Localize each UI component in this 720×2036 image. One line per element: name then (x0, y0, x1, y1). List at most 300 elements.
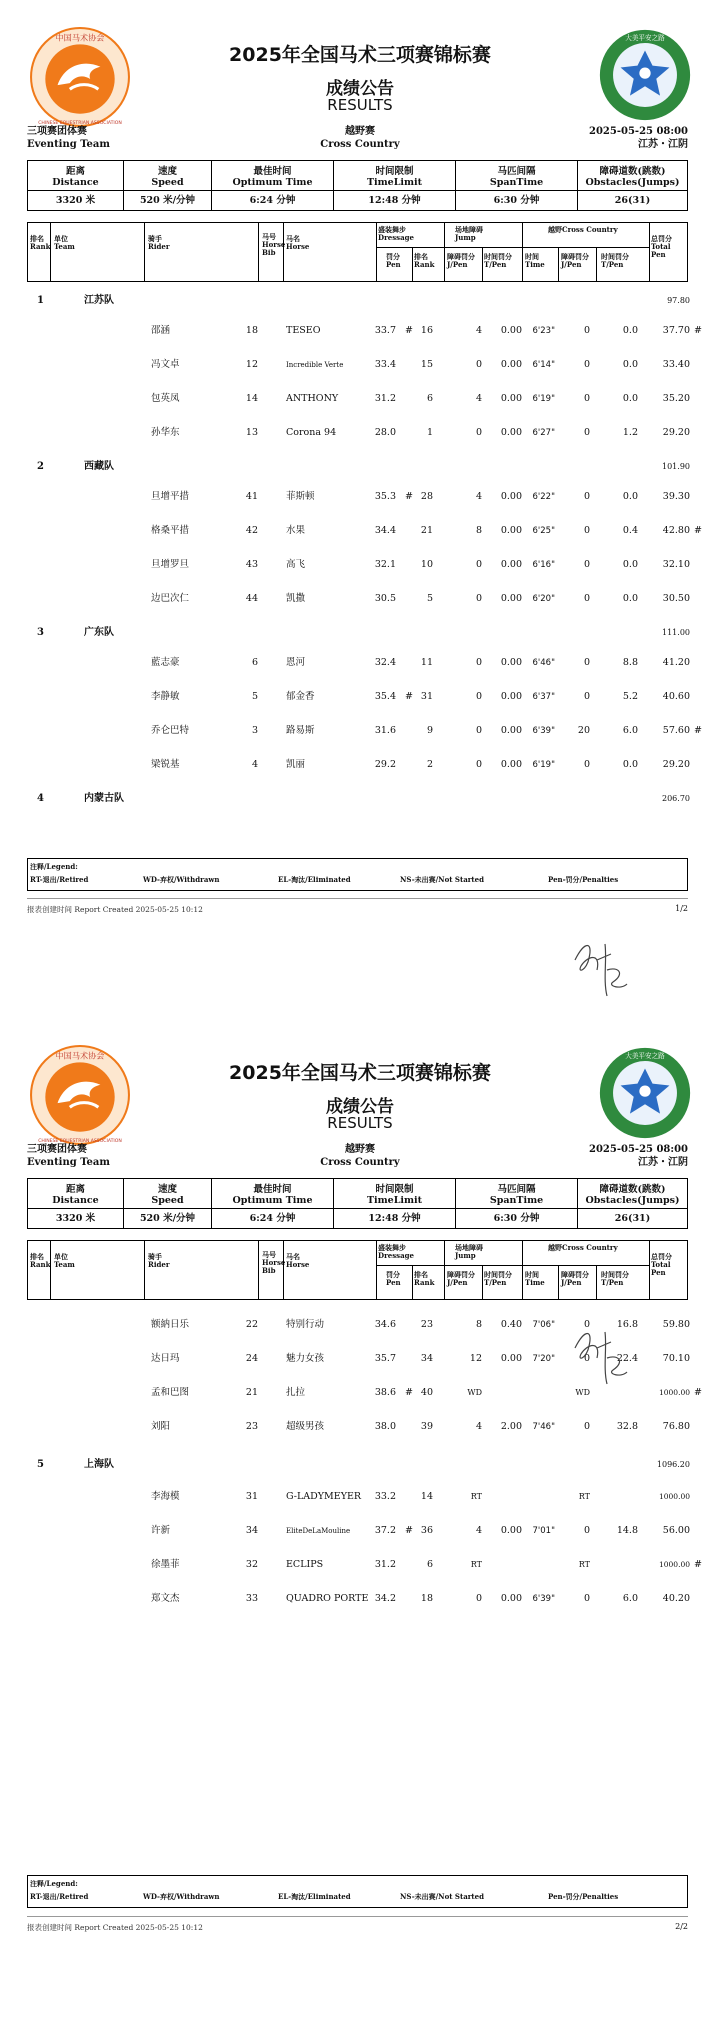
results-page-2 (0, 1018, 720, 2036)
rider-total: 35.20 (662, 393, 690, 404)
jump-pen: 0 (475, 427, 482, 438)
legend-item: EL-淘汰/Eliminated (278, 1892, 351, 1901)
cea-logo-en: CHINESE EQUESTRIAN ASSOCIATION (38, 1138, 122, 1144)
dressage-mark: # (405, 691, 413, 702)
xc-time-pen: 0.0 (622, 491, 638, 502)
column-rule (482, 247, 483, 281)
dressage-pen: 38.6 (374, 1387, 396, 1398)
xc-jump-pen: 0 (583, 325, 590, 336)
dressage-pen: 31.2 (374, 1559, 396, 1570)
info-value: 6:30 分钟 (456, 1209, 578, 1229)
xc-jump-pen: 0 (583, 657, 590, 668)
horse-bib: 5 (251, 691, 258, 702)
jump-pen: 4 (475, 1525, 482, 1536)
rank-col-header: 排名 Rank (30, 1252, 51, 1269)
course-info-table (27, 160, 688, 211)
dressage-mark: # (405, 1525, 413, 1536)
info-value: 6:24 分钟 (212, 1209, 334, 1229)
report-created: 报表创建时间 Report Created 2025-05-25 10:12 (27, 905, 203, 914)
xc-time: 6'46" (532, 658, 555, 668)
team-name: 内蒙古队 (84, 793, 124, 804)
horse-name: 菲斯顿 (286, 491, 315, 502)
jump-time-pen: 0.00 (500, 325, 522, 336)
team-rank: 5 (37, 1459, 44, 1470)
horse-bib: 3 (251, 725, 258, 736)
legend-item: RT-退出/Retired (30, 1892, 89, 1901)
horse-name: 特别行动 (286, 1319, 325, 1330)
j-pen-col-header: 障碍罚分 J/Pen (447, 252, 475, 269)
column-rule (50, 1241, 51, 1299)
dressage-rank: 10 (420, 559, 433, 570)
column-rule (144, 1241, 145, 1299)
dressage-rank: 21 (420, 525, 433, 536)
page-number: 1/2 (675, 904, 688, 913)
rider-name: 藍志豪 (151, 657, 180, 668)
jump-pen: 0 (475, 691, 482, 702)
rider-total: 33.40 (662, 359, 690, 370)
dressage-rank: 14 (420, 1491, 433, 1502)
jump-pen: 8 (475, 1319, 482, 1330)
rider-col-header: 骑手 Rider (148, 234, 170, 251)
horse-bib: 24 (245, 1353, 258, 1364)
dressage-rank: 18 (420, 1593, 433, 1604)
horse-bib: 12 (245, 359, 258, 370)
rider-row (0, 524, 720, 538)
jump-pen: WD (467, 1388, 482, 1397)
team-row (0, 626, 720, 640)
team-total: 206.70 (662, 794, 690, 803)
info-header: 最佳时间 Optimum Time (212, 161, 334, 191)
legend-item: NS-未出赛/Not Started (400, 875, 485, 884)
dressage-pen: 38.0 (374, 1421, 396, 1432)
divider (27, 898, 688, 899)
dressage-rank: 2 (426, 759, 433, 770)
jump-time-pen: 0.00 (500, 759, 522, 770)
team-rank: 4 (37, 793, 44, 804)
rider-row (0, 724, 720, 738)
rider-row (0, 426, 720, 440)
xc-tpen-col-header: 时间罚分 T/Pen (601, 1270, 629, 1287)
info-value: 520 米/分钟 (124, 191, 212, 211)
jump-time-pen: 0.00 (500, 525, 522, 536)
team-row (0, 294, 720, 308)
team-name: 江苏队 (84, 295, 114, 306)
horse-name: 高飞 (286, 559, 306, 570)
event-type-cn: 三项赛团体赛 (27, 1144, 87, 1155)
legend-box (27, 1875, 688, 1908)
j-tpen-col-header: 时间罚分 T/Pen (484, 252, 512, 269)
xc-jump-pen: 0 (583, 593, 590, 604)
rider-total: 1000.00 (658, 1560, 690, 1569)
date-venue (589, 125, 688, 151)
xc-time: 6'39" (532, 1594, 555, 1604)
team-total: 97.80 (667, 296, 690, 305)
info-value: 6:30 分钟 (456, 191, 578, 211)
date-venue (589, 1143, 688, 1169)
jump-pen: 4 (475, 325, 482, 336)
team-col-header: 单位 Team (54, 1252, 75, 1269)
jump-pen: 0 (475, 657, 482, 668)
xc-col-header: 越野Cross Country (548, 1243, 618, 1252)
dressage-pen: 31.6 (374, 725, 396, 736)
venue: 江苏・江阴 (638, 139, 688, 150)
horse-bib: 6 (251, 657, 258, 668)
horse-name: G-LADYMEYER (286, 1491, 362, 1502)
xc-time-pen: 0.0 (622, 325, 638, 336)
jump-time-pen: 0.40 (500, 1319, 522, 1330)
column-rule (258, 1241, 259, 1299)
info-header: 距离 Distance (28, 161, 124, 191)
date-time: 2025-05-25 08:00 (589, 1144, 688, 1155)
dressage-rank: 15 (420, 359, 433, 370)
horse-name: TESEO (286, 325, 321, 336)
rider-name: 郑文杰 (151, 1593, 180, 1604)
report-created: 报表创建时间 Report Created 2025-05-25 10:12 (27, 1923, 203, 1932)
horse-name: 恩河 (286, 657, 306, 668)
horse-name: 路易斯 (286, 725, 315, 736)
rider-total: 29.20 (662, 759, 690, 770)
legend-title: 注释/Legend: (30, 1879, 78, 1888)
xc-jump-pen: 0 (583, 1319, 590, 1330)
horse-bib: 41 (245, 491, 258, 502)
info-value: 26(31) (578, 1209, 688, 1229)
horse-bib: 31 (245, 1491, 258, 1502)
d-pen-col-header: 罚分 Pen (386, 252, 401, 269)
j-pen-col-header: 障碍罚分 J/Pen (447, 1270, 475, 1287)
xc-time: 6'20" (532, 594, 555, 604)
xc-jump-pen: 0 (583, 359, 590, 370)
jump-time-pen: 2.00 (500, 1421, 522, 1432)
xc-time: 6'16" (532, 560, 555, 570)
signature (567, 1318, 637, 1398)
rider-total: 1000.00 (658, 1492, 690, 1501)
rider-total: 40.60 (662, 691, 690, 702)
xc-time-pen: 0.0 (622, 359, 638, 370)
jump-col-header: 场地障碍 Jump (455, 225, 483, 242)
horse-bib: 21 (245, 1387, 258, 1398)
info-value: 6:24 分钟 (212, 191, 334, 211)
dressage-pen: 34.2 (374, 1593, 396, 1604)
team-name: 西藏队 (84, 461, 114, 472)
course-info-table (27, 1178, 688, 1229)
dressage-mark: # (405, 1387, 413, 1398)
rider-row (0, 656, 720, 670)
column-rule (444, 1241, 445, 1299)
jump-pen: 4 (475, 491, 482, 502)
jump-pen: 0 (475, 593, 482, 604)
bib-col-header: 马号 Horse Bib (262, 232, 286, 257)
event-type-en: Eventing Team (27, 139, 110, 150)
column-rule (50, 223, 51, 281)
horse-bib: 42 (245, 525, 258, 536)
event-type-cn: 三项赛团体赛 (27, 126, 87, 137)
dressage-pen: 33.4 (374, 359, 396, 370)
dressage-rank: 1 (426, 427, 433, 438)
dressage-rank: 5 (426, 593, 433, 604)
dressage-pen: 32.4 (374, 657, 396, 668)
rider-name: 邵涵 (151, 325, 171, 336)
rider-name: 额納日乐 (151, 1319, 190, 1330)
column-rule (596, 1265, 597, 1299)
rider-row (0, 592, 720, 606)
team-row (0, 792, 720, 806)
dressage-rank: 11 (420, 657, 433, 668)
xc-jump-pen: 0 (583, 1421, 590, 1432)
rider-name: 乔仑巴特 (151, 725, 190, 736)
legend-item: Pen-罚分/Penalties (548, 875, 619, 884)
xc-time: 6'14" (532, 360, 555, 370)
rider-total: 32.10 (662, 559, 690, 570)
xc-jpen-col-header: 障碍罚分 J/Pen (561, 1270, 589, 1287)
rider-total: 37.70 (662, 325, 690, 336)
column-rule (649, 1241, 650, 1299)
xc-time-pen: 6.0 (622, 725, 638, 736)
rider-row (0, 358, 720, 372)
xc-time-pen: 22.4 (616, 1353, 638, 1364)
xc-time-pen: 14.8 (616, 1525, 638, 1536)
d-pen-col-header: 罚分 Pen (386, 1270, 401, 1287)
xc-time-pen: 8.8 (622, 657, 638, 668)
column-rule (649, 223, 650, 281)
team-total: 101.90 (662, 462, 690, 471)
xc-time: 7'46" (532, 1422, 555, 1432)
xc-time-pen: 0.0 (622, 559, 638, 570)
rider-name: 格桑平措 (151, 525, 190, 536)
dressage-pen: 37.2 (374, 1525, 396, 1536)
rider-row (0, 1592, 720, 1606)
team-rank: 1 (37, 295, 44, 306)
team-rank: 3 (37, 627, 44, 638)
jump-pen: 8 (475, 525, 482, 536)
xc-jump-pen: 0 (583, 559, 590, 570)
rider-row (0, 1490, 720, 1504)
xc-jump-pen: 0 (583, 427, 590, 438)
column-rule (444, 223, 445, 281)
xc-jump-pen: 0 (583, 1593, 590, 1604)
dressage-pen: 32.1 (374, 559, 396, 570)
horse-bib: 32 (245, 1559, 258, 1570)
dressage-rank: 39 (420, 1421, 433, 1432)
column-rule (144, 223, 145, 281)
rider-name: 刘阳 (151, 1421, 171, 1432)
discipline-en: Cross Country (320, 139, 400, 150)
total-col-header: 总罚分 Total Pen (651, 234, 672, 259)
bib-col-header: 马号 Horse Bib (262, 1250, 286, 1275)
team-name: 上海队 (84, 1459, 114, 1470)
dressage-rank: 9 (426, 725, 433, 736)
rider-total: 41.20 (662, 657, 690, 668)
dressage-rank: 6 (426, 1559, 433, 1570)
xc-time-pen: 0.0 (622, 393, 638, 404)
column-rule (558, 1265, 559, 1299)
rider-total: 42.80 (662, 525, 690, 536)
xc-time: 6'23" (532, 326, 555, 336)
xc-time: 6'19" (532, 760, 555, 770)
horse-bib: 43 (245, 559, 258, 570)
xc-time-pen: 6.0 (622, 1593, 638, 1604)
xc-tpen-col-header: 时间罚分 T/Pen (601, 252, 629, 269)
page-number: 2/2 (675, 1922, 688, 1931)
column-rule (412, 1265, 413, 1299)
xc-jump-pen: WD (575, 1388, 590, 1397)
horse-name: 水果 (286, 525, 306, 536)
info-header: 障碍道数(跳数) Obstacles(Jumps) (578, 1179, 688, 1209)
total-col-header: 总罚分 Total Pen (651, 1252, 672, 1277)
rider-total: 56.00 (662, 1525, 690, 1536)
jump-pen: 4 (475, 1421, 482, 1432)
dressage-rank: 28 (420, 491, 433, 502)
event-logo-text: 大美平安之路 (625, 34, 665, 43)
column-rule (596, 247, 597, 281)
rider-total: 39.30 (662, 491, 690, 502)
dressage-pen: 34.6 (374, 1319, 396, 1330)
dressage-pen: 30.5 (374, 593, 396, 604)
dressage-rank: 16 (420, 325, 433, 336)
rider-row (0, 690, 720, 704)
dressage-rank: 6 (426, 393, 433, 404)
event-type-en: Eventing Team (27, 1157, 110, 1168)
xc-time-pen: 0.0 (622, 593, 638, 604)
info-value: 12:48 分钟 (334, 1209, 456, 1229)
rider-row (0, 1558, 720, 1572)
discipline-en: Cross Country (320, 1157, 400, 1168)
rider-name: 孙华东 (151, 427, 180, 438)
legend-item: NS-未出赛/Not Started (400, 1892, 485, 1901)
rider-name: 旦增平措 (151, 491, 190, 502)
column-rule (412, 247, 413, 281)
dressage-rank: 34 (420, 1353, 433, 1364)
rider-total: 59.80 (662, 1319, 690, 1330)
jump-time-pen: 0.00 (500, 691, 522, 702)
dressage-pen: 31.2 (374, 393, 396, 404)
jump-pen: 0 (475, 359, 482, 370)
subtitle-cn: 成绩公告 (326, 79, 394, 99)
horse-name: 扎拉 (286, 1387, 306, 1398)
horse-name: ANTHONY (286, 393, 339, 404)
dressage-pen: 35.4 (374, 691, 396, 702)
legend-item: EL-淘汰/Eliminated (278, 875, 351, 884)
info-value: 12:48 分钟 (334, 191, 456, 211)
rider-total: 70.10 (662, 1353, 690, 1364)
header-rule (376, 247, 649, 248)
xc-time-pen: 0.4 (622, 525, 638, 536)
horse-bib: 14 (245, 393, 258, 404)
total-mark: # (694, 1387, 702, 1398)
xc-jump-pen: RT (578, 1492, 590, 1501)
xc-time-col-header: 时间 Time (525, 1270, 545, 1287)
info-value: 520 米/分钟 (124, 1209, 212, 1229)
rider-row (0, 392, 720, 406)
team-row (0, 460, 720, 474)
xc-col-header: 越野Cross Country (548, 225, 618, 234)
legend-item: WD-弃权/Withdrawn (143, 1892, 220, 1901)
results-header (27, 222, 688, 282)
rider-total: 29.20 (662, 427, 690, 438)
legend-box (27, 858, 688, 891)
horse-name: ECLIPS (286, 1559, 324, 1570)
legend-item: RT-退出/Retired (30, 875, 89, 884)
info-header: 时间限制 TimeLimit (334, 1179, 456, 1209)
d-rank-col-header: 排名 Rank (414, 252, 435, 269)
xc-time-pen: 32.8 (616, 1421, 638, 1432)
dressage-mark: # (405, 491, 413, 502)
jump-pen: 0 (475, 1593, 482, 1604)
xc-time: 6'39" (532, 726, 555, 736)
xc-jump-pen: RT (578, 1560, 590, 1569)
horse-name: 郁金香 (286, 691, 315, 702)
xc-time: 6'22" (532, 492, 555, 502)
horse-bib: 13 (245, 427, 258, 438)
jump-time-pen: 0.00 (500, 393, 522, 404)
dressage-mark: # (405, 325, 413, 336)
rider-name: 许新 (151, 1525, 171, 1536)
results-header (27, 1240, 688, 1300)
xc-time: 7'01" (532, 1526, 555, 1536)
xc-jump-pen: 20 (577, 725, 590, 736)
jump-pen: RT (470, 1560, 482, 1569)
dressage-pen: 34.4 (374, 525, 396, 536)
dressage-col-header: 盛装舞步 Dressage (378, 225, 414, 242)
column-rule (558, 247, 559, 281)
xc-time: 7'06" (532, 1320, 555, 1330)
column-rule (376, 1241, 377, 1299)
horse-name: 凯撒 (286, 593, 306, 604)
horse-name: Corona 94 (286, 427, 337, 438)
dressage-pen: 29.2 (374, 759, 396, 770)
info-header: 马匹间隔 SpanTime (456, 1179, 578, 1209)
j-tpen-col-header: 时间罚分 T/Pen (484, 1270, 512, 1287)
rider-col-header: 骑手 Rider (148, 1252, 170, 1269)
dressage-rank: 36 (420, 1525, 433, 1536)
column-rule (376, 223, 377, 281)
dressage-pen: 33.2 (374, 1491, 396, 1502)
horse-bib: 4 (251, 759, 258, 770)
horse-name: 魅力女孩 (286, 1353, 325, 1364)
cea-logo-text: 中国马术协会 (55, 1050, 105, 1061)
xc-time: 6'27" (532, 428, 555, 438)
cea-logo-text: 中国马术协会 (55, 32, 105, 43)
xc-jump-pen: 0 (583, 691, 590, 702)
jump-time-pen: 0.00 (500, 725, 522, 736)
info-header: 速度 Speed (124, 161, 212, 191)
info-value: 3320 米 (28, 1209, 124, 1229)
jump-time-pen: 0.00 (500, 1353, 522, 1364)
rider-row (0, 758, 720, 772)
horse-col-header: 马名 Horse (286, 1252, 310, 1269)
team-col-header: 单位 Team (54, 234, 75, 251)
rider-row (0, 1420, 720, 1434)
jump-time-pen: 0.00 (500, 593, 522, 604)
xc-jump-pen: 0 (583, 393, 590, 404)
team-rank: 2 (37, 461, 44, 472)
dressage-pen: 28.0 (374, 427, 396, 438)
xc-jpen-col-header: 障碍罚分 J/Pen (561, 252, 589, 269)
rider-name: 冯文卓 (151, 359, 180, 370)
info-header: 马匹间隔 SpanTime (456, 161, 578, 191)
xc-time: 6'37" (532, 692, 555, 702)
dressage-rank: 40 (420, 1387, 433, 1398)
rider-name: 孟和巴图 (151, 1387, 190, 1398)
jump-pen: 0 (475, 725, 482, 736)
info-header: 最佳时间 Optimum Time (212, 1179, 334, 1209)
horse-name: QUADRO PORTE (286, 1593, 369, 1604)
discipline-cn: 越野赛 (345, 126, 375, 137)
divider (27, 1916, 688, 1917)
jump-time-pen: 0.00 (500, 1593, 522, 1604)
dressage-pen: 33.7 (374, 325, 396, 336)
horse-name: 超级男孩 (286, 1421, 325, 1432)
dressage-col-header: 盛装舞步 Dressage (378, 1243, 414, 1260)
